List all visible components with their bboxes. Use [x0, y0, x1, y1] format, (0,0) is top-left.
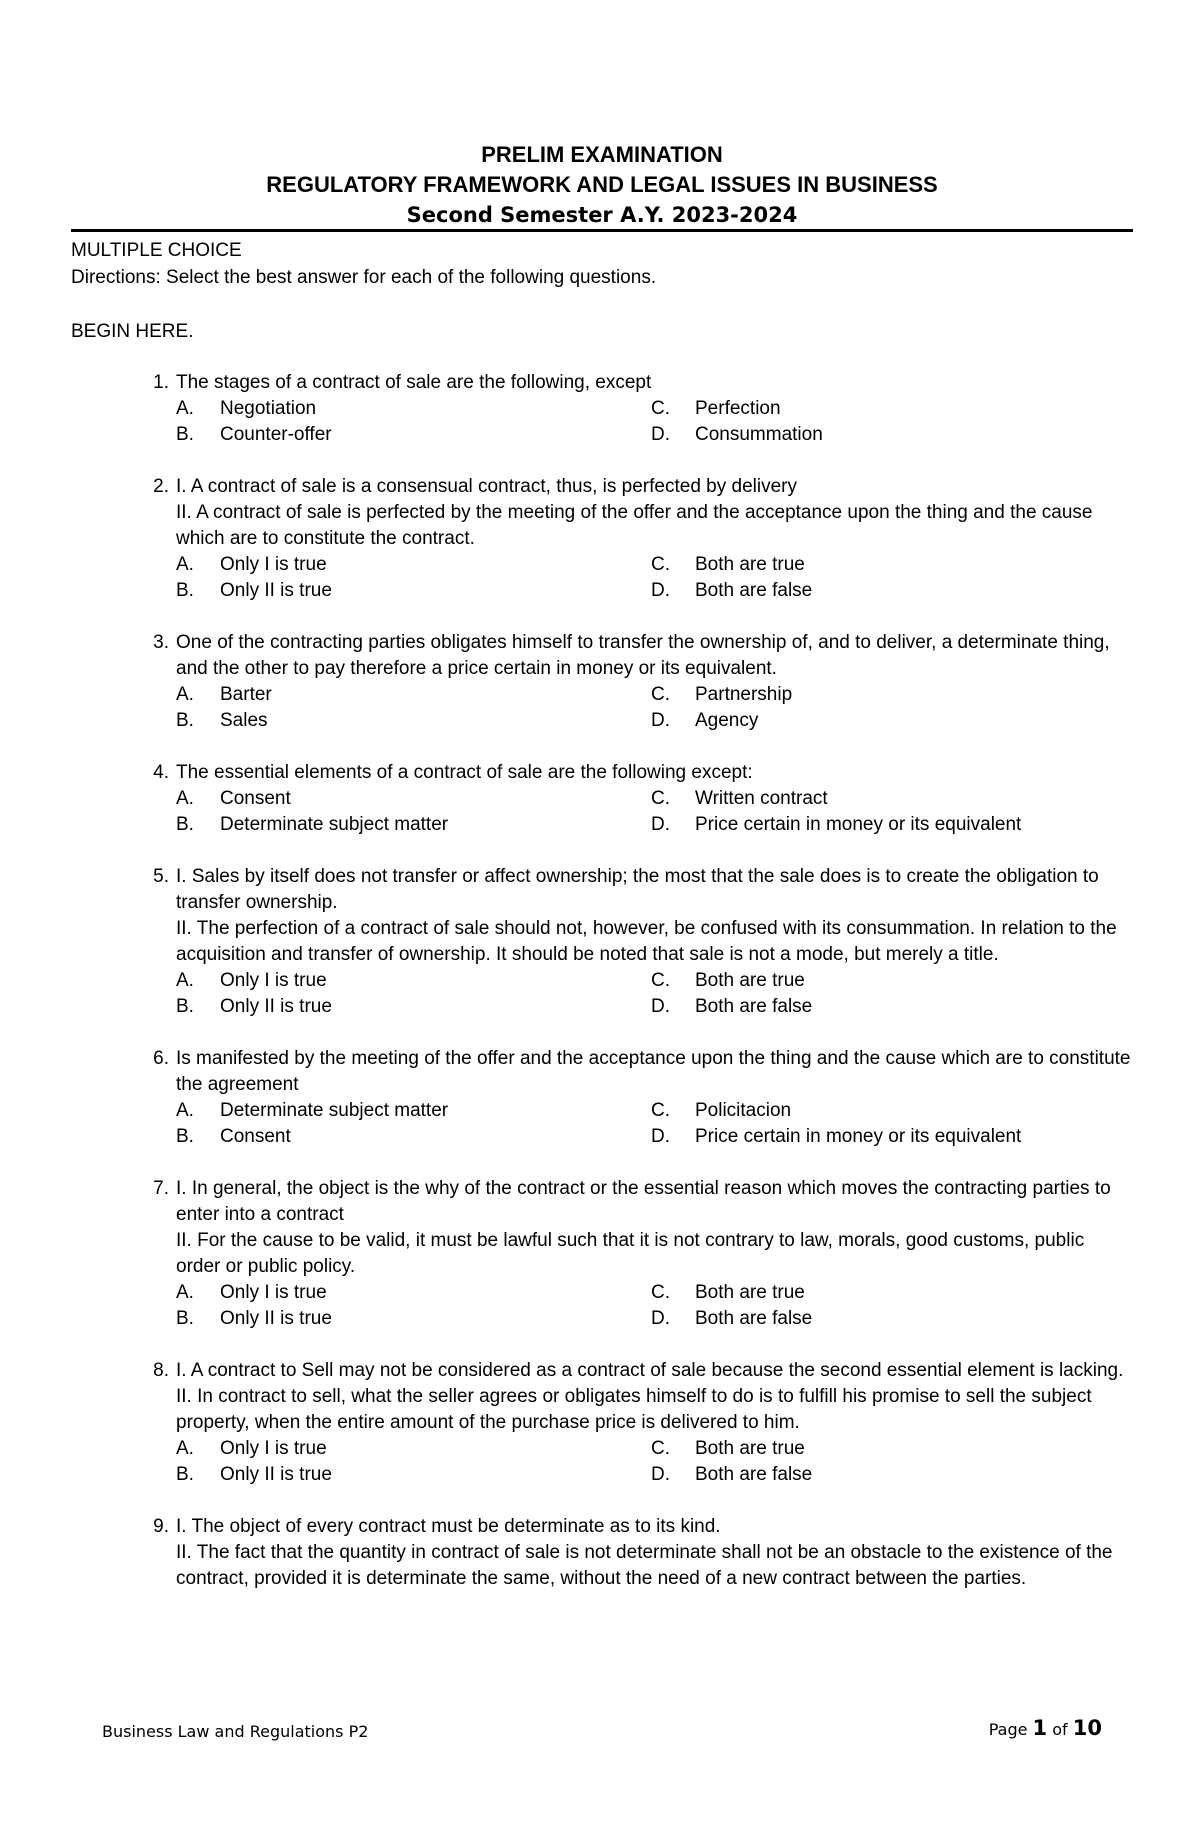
answer-option	[651, 422, 1133, 448]
option-text: Only II is true	[220, 1308, 332, 1329]
semester-line: Second Semester A.Y. 2023-2024	[406, 203, 798, 227]
option-text: Sales	[220, 710, 268, 731]
question-item	[71, 1358, 1133, 1488]
page-counter	[989, 1716, 1102, 1740]
option-text: Both are false	[695, 580, 813, 601]
option-letter: A.	[176, 684, 194, 705]
question-text: I. Sales by itself does not transfer or affect ownership; the most that the sale does is to create the obligation to transfer ownership.	[176, 866, 1099, 913]
question-item	[71, 1046, 1133, 1150]
option-text: Determinate subject matter	[220, 814, 449, 835]
question-text: I. A contract to Sell may not be considered as a contract of sale because the second essential element is lacking.	[176, 1360, 1124, 1381]
answer-options	[176, 396, 1133, 448]
option-letter: C.	[651, 684, 670, 705]
option-letter: A.	[176, 398, 194, 419]
question-number: 4.	[153, 762, 169, 783]
answer-option	[651, 682, 1133, 708]
answer-option	[651, 552, 1133, 578]
option-text: Only II is true	[220, 1464, 332, 1485]
question-item	[71, 630, 1133, 734]
option-text: Price certain in money or its equivalent	[695, 1126, 1022, 1147]
option-text: Both are false	[695, 1464, 813, 1485]
answer-option	[176, 968, 651, 994]
document-header	[72, 140, 1132, 230]
option-text: Price certain in money or its equivalent	[695, 814, 1022, 835]
header-divider	[71, 229, 1133, 232]
option-letter: A.	[176, 1438, 194, 1459]
question-number: 1.	[153, 372, 169, 393]
answer-option	[651, 1280, 1133, 1306]
answer-options	[176, 1436, 1133, 1488]
question-number: 8.	[153, 1360, 169, 1381]
answer-options	[176, 552, 1133, 604]
question-number: 7.	[153, 1178, 169, 1199]
answer-option	[176, 552, 651, 578]
question-text: II. In contract to sell, what the seller agrees or obligates himself to do is to fulfill his promise to sell the subject property, when the entire amount of the purchase price is delivered to him.	[176, 1386, 1092, 1433]
question-list	[71, 370, 1133, 1618]
answer-option	[651, 708, 1133, 734]
question-text: II. A contract of sale is perfected by the meeting of the offer and the acceptance upon the thing and the cause which are to constitute the contract.	[176, 502, 1093, 549]
answer-option	[176, 1436, 651, 1462]
answer-options	[176, 968, 1133, 1020]
option-text: Negotiation	[220, 398, 317, 419]
answer-option	[176, 1124, 651, 1150]
begin-label: BEGIN HERE.	[71, 321, 194, 342]
option-letter: C.	[651, 788, 670, 809]
option-text: Both are false	[695, 996, 813, 1017]
answer-options	[176, 1098, 1133, 1150]
question-text: I. The object of every contract must be determinate as to its kind.	[176, 1516, 721, 1537]
question-number: 3.	[153, 632, 169, 653]
question-item	[71, 864, 1133, 1020]
exam-title: PRELIM EXAMINATION	[481, 142, 723, 167]
option-letter: A.	[176, 970, 194, 991]
option-letter: C.	[651, 1438, 670, 1459]
question-item	[71, 1176, 1133, 1332]
question-item	[71, 474, 1133, 604]
question-text: I. In general, the object is the why of the contract or the essential reason which moves the contracting parties to enter into a contract	[176, 1178, 1111, 1225]
option-text: Written contract	[695, 788, 828, 809]
option-letter: B.	[176, 1308, 194, 1329]
option-letter: C.	[651, 1282, 670, 1303]
answer-option	[176, 1462, 651, 1488]
option-letter: B.	[176, 1126, 194, 1147]
question-number: 9.	[153, 1516, 169, 1537]
answer-option	[651, 1124, 1133, 1150]
option-text: Partnership	[695, 684, 793, 705]
question-text: II. For the cause to be valid, it must be lawful such that it is not contrary to law, morals, good customs, public order or public policy.	[176, 1230, 1085, 1277]
subject-title: REGULATORY FRAMEWORK AND LEGAL ISSUES IN BUSINESS	[266, 172, 938, 197]
directions-text: Directions: Select the best answer for each of the following questions.	[71, 267, 657, 288]
page-number: 1	[1032, 1716, 1048, 1740]
question-text: Is manifested by the meeting of the offer and the acceptance upon the thing and the cause which are to constitute the agreement	[176, 1048, 1131, 1095]
intro-block	[71, 237, 656, 345]
option-text: Both are false	[695, 1308, 813, 1329]
option-text: Both are true	[695, 554, 805, 575]
option-letter: A.	[176, 1282, 194, 1303]
question-number: 6.	[153, 1048, 169, 1069]
option-text: Barter	[220, 684, 272, 705]
answer-option	[176, 1306, 651, 1332]
question-text: One of the contracting parties obligates himself to transfer the ownership of, and to deliver, a determinate thing, and the other to pay therefore a price certain in money or its equivalent.	[176, 632, 1110, 679]
question-text: II. The fact that the quantity in contract of sale is not determinate shall not be an obstacle to the existence of the contract, provided it is determinate the same, without the need of a new contract between the parties.	[176, 1542, 1113, 1589]
option-letter: A.	[176, 1100, 194, 1121]
option-text: Only I is true	[220, 970, 327, 991]
question-number: 5.	[153, 866, 169, 887]
answer-option	[651, 1462, 1133, 1488]
answer-option	[176, 812, 651, 838]
option-text: Counter-offer	[220, 424, 332, 445]
question-item	[71, 1514, 1133, 1592]
page-footer	[102, 1716, 1102, 1746]
option-text: Only I is true	[220, 1438, 327, 1459]
question-item	[71, 370, 1133, 448]
option-letter: D.	[651, 580, 670, 601]
answer-option	[176, 422, 651, 448]
answer-option	[651, 1098, 1133, 1124]
option-letter: B.	[176, 710, 194, 731]
option-text: Consummation	[695, 424, 823, 445]
option-text: Consent	[220, 1126, 291, 1147]
option-letter: C.	[651, 398, 670, 419]
option-text: Both are true	[695, 1438, 805, 1459]
option-letter: D.	[651, 424, 670, 445]
answer-option	[651, 578, 1133, 604]
answer-option	[176, 1280, 651, 1306]
question-text: I. A contract of sale is a consensual contract, thus, is perfected by delivery	[176, 476, 797, 497]
page-total: 10	[1072, 1716, 1102, 1740]
answer-option	[651, 968, 1133, 994]
option-letter: B.	[176, 424, 194, 445]
option-text: Only II is true	[220, 580, 332, 601]
question-text: The stages of a contract of sale are the following, except	[176, 372, 652, 393]
question-text: The essential elements of a contract of sale are the following except:	[176, 762, 753, 783]
question-item	[71, 760, 1133, 838]
option-letter: C.	[651, 554, 670, 575]
answer-option	[176, 682, 651, 708]
option-letter: B.	[176, 814, 194, 835]
question-number: 2.	[153, 476, 169, 497]
answer-option	[176, 396, 651, 422]
answer-option	[176, 708, 651, 734]
answer-options	[176, 786, 1133, 838]
section-label: MULTIPLE CHOICE	[71, 240, 242, 261]
option-letter: D.	[651, 814, 670, 835]
answer-option	[651, 1436, 1133, 1462]
option-text: Only I is true	[220, 1282, 327, 1303]
of-label: of	[1052, 1720, 1068, 1739]
option-letter: D.	[651, 1308, 670, 1329]
answer-option	[176, 994, 651, 1020]
option-letter: C.	[651, 970, 670, 991]
answer-option	[176, 1098, 651, 1124]
option-text: Only II is true	[220, 996, 332, 1017]
option-letter: A.	[176, 788, 194, 809]
option-letter: D.	[651, 710, 670, 731]
option-text: Perfection	[695, 398, 781, 419]
option-text: Both are true	[695, 970, 805, 991]
answer-option	[176, 786, 651, 812]
answer-options	[176, 1280, 1133, 1332]
answer-option	[176, 578, 651, 604]
option-text: Only I is true	[220, 554, 327, 575]
option-letter: B.	[176, 1464, 194, 1485]
answer-option	[651, 994, 1133, 1020]
page-label: Page	[988, 1720, 1028, 1739]
option-letter: D.	[651, 1126, 670, 1147]
question-text: II. The perfection of a contract of sale should not, however, be confused with its consummation. In relation to the acquisition and transfer of ownership. It should be noted that sale is not a mode, but merely a title.	[176, 918, 1117, 965]
option-text: Agency	[695, 710, 759, 731]
option-letter: D.	[651, 996, 670, 1017]
option-letter: D.	[651, 1464, 670, 1485]
option-text: Consent	[220, 788, 291, 809]
answer-option	[651, 1306, 1133, 1332]
option-letter: B.	[176, 996, 194, 1017]
option-letter: A.	[176, 554, 194, 575]
option-letter: C.	[651, 1100, 670, 1121]
option-text: Policitacion	[695, 1100, 792, 1121]
footer-course: Business Law and Regulations P2	[102, 1722, 369, 1741]
option-letter: B.	[176, 580, 194, 601]
answer-option	[651, 396, 1133, 422]
answer-option	[651, 812, 1133, 838]
answer-option	[651, 786, 1133, 812]
answer-options	[176, 682, 1133, 734]
option-text: Both are true	[695, 1282, 805, 1303]
option-text: Determinate subject matter	[220, 1100, 449, 1121]
